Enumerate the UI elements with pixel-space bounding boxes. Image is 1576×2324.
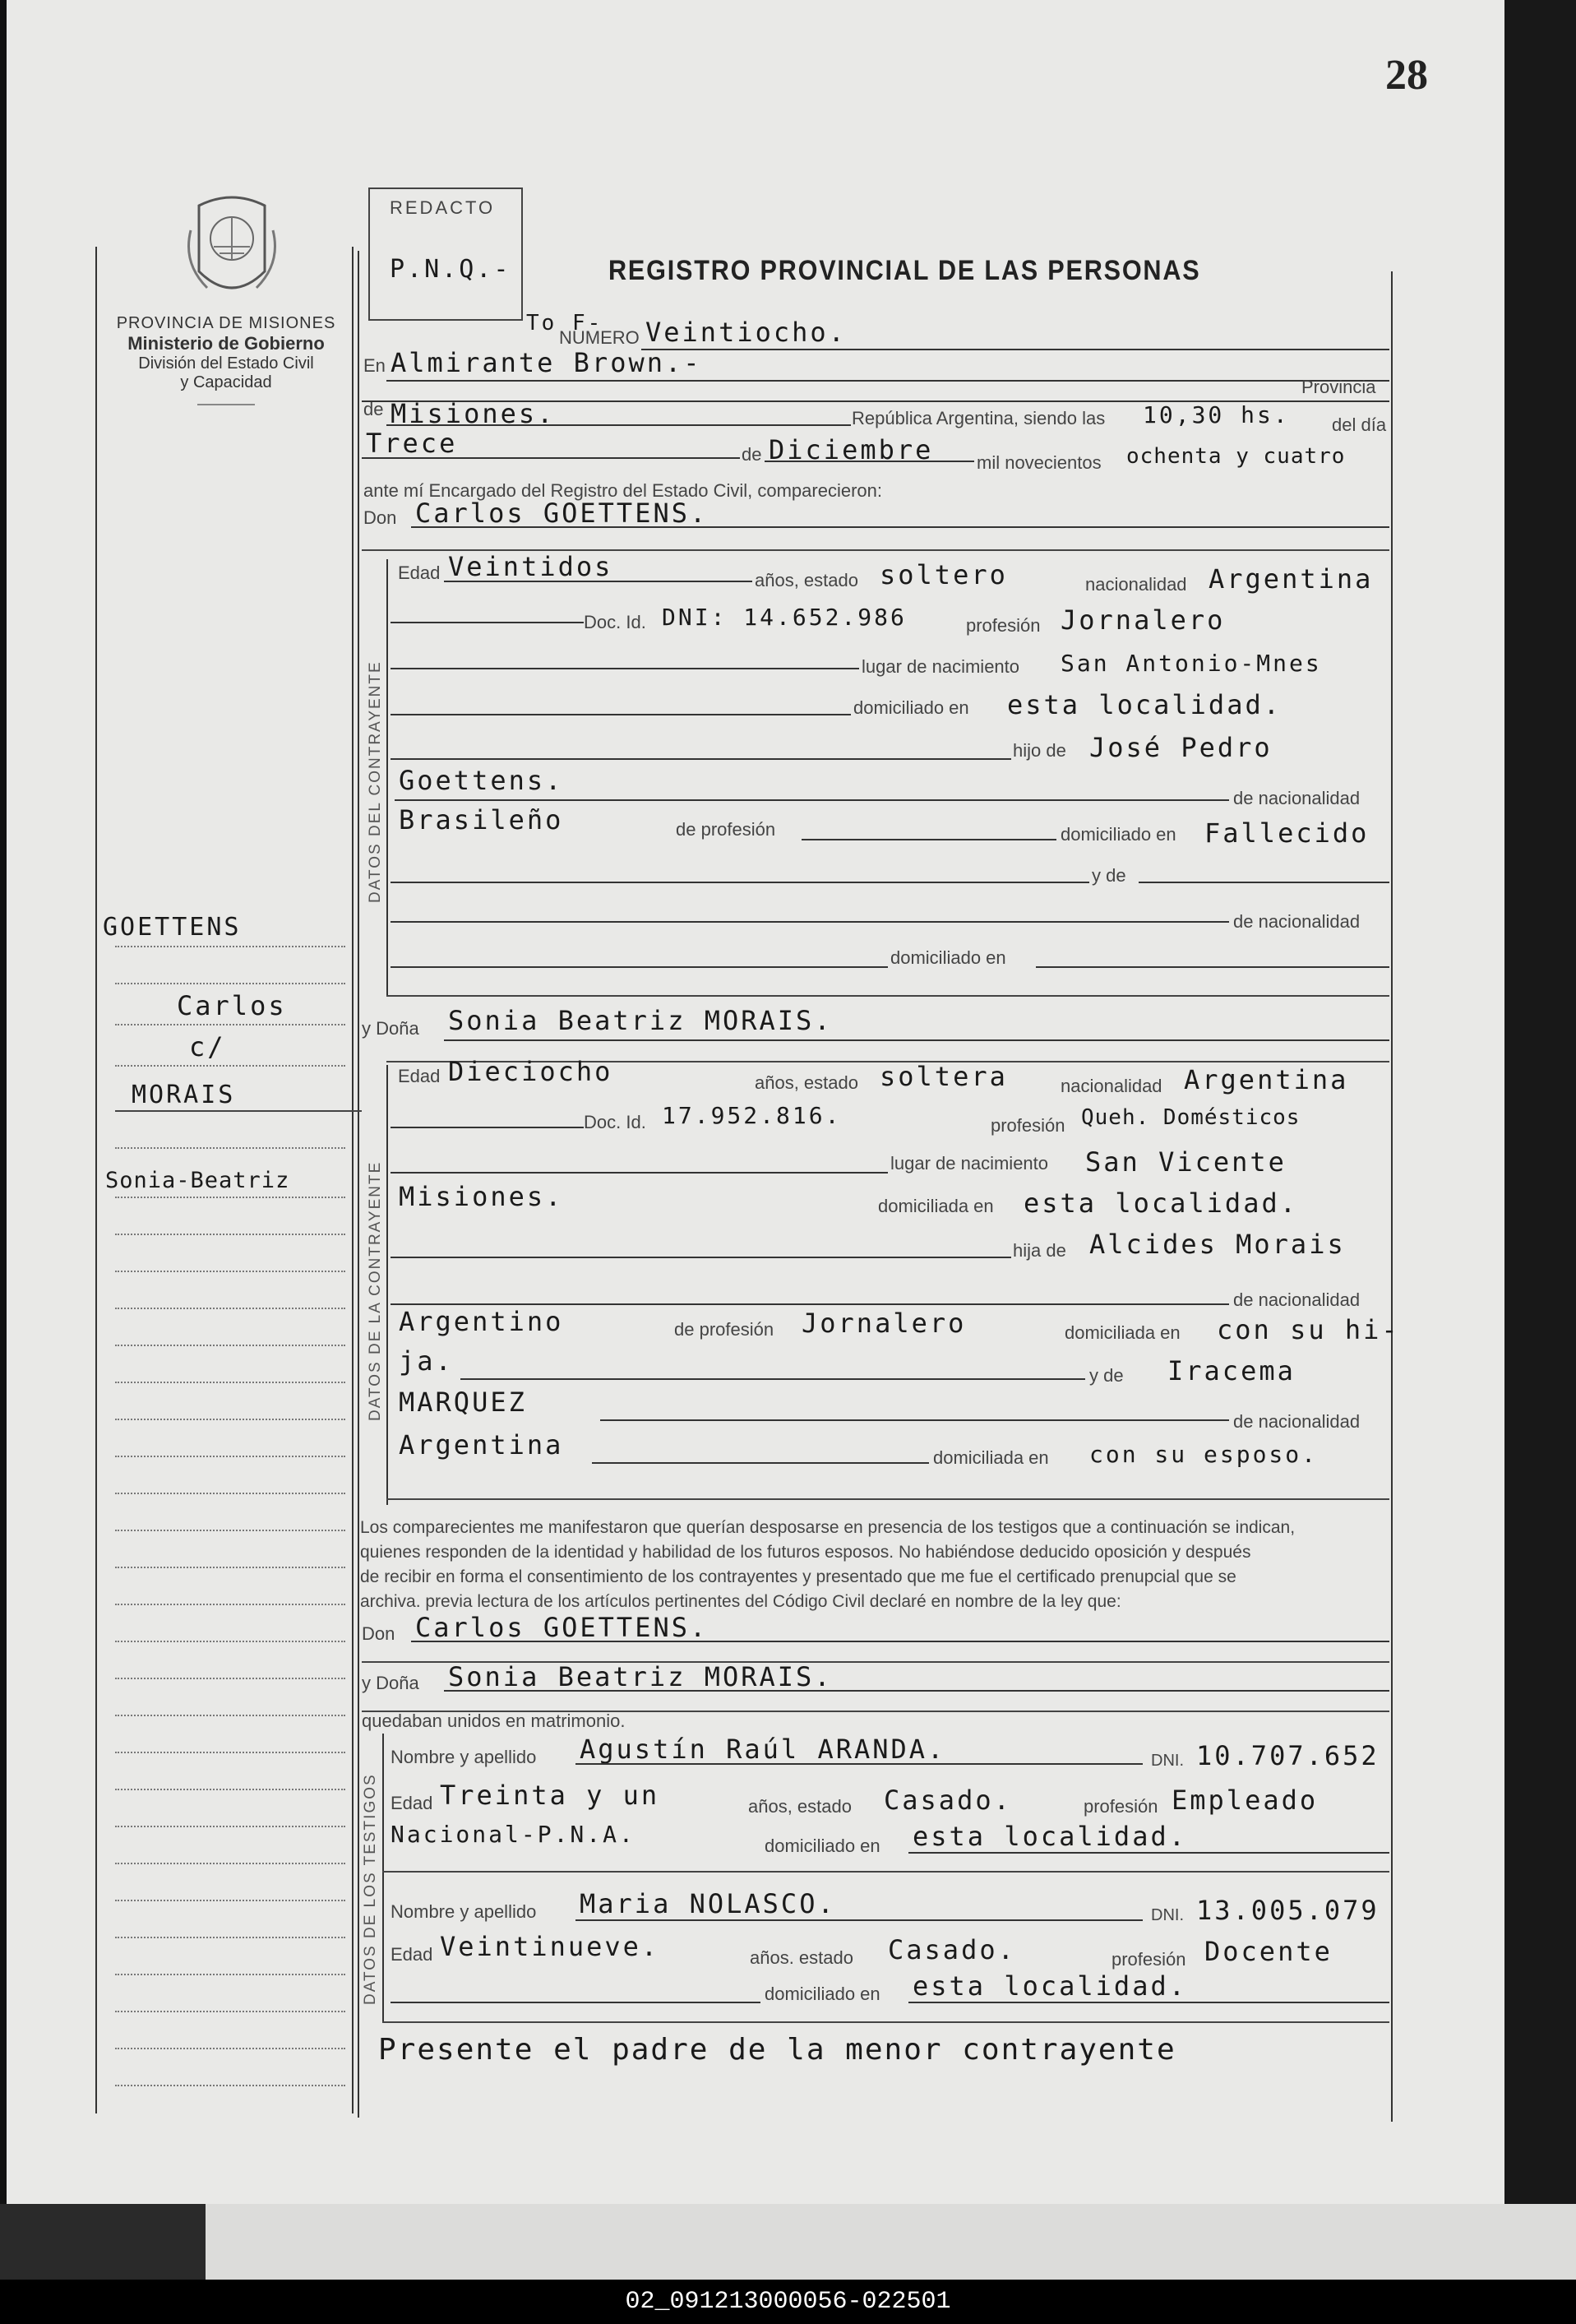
image-caption: 02_091213000056-022501 [0, 2280, 1576, 2324]
t2-dni-label: DNI. [1151, 1906, 1184, 1924]
t1-dni-value: 10.707.652 [1196, 1740, 1380, 1771]
provincial-seal-icon [183, 189, 281, 304]
t1-dom-value: esta localidad. [913, 1821, 1187, 1852]
c2-yde-label: y de [1089, 1365, 1124, 1386]
c2-prof-value: Queh. Domésticos [1081, 1105, 1301, 1130]
c2-lugar-value: San Vicente [1085, 1146, 1287, 1178]
c1-estado-value: soltero [880, 559, 1008, 590]
c2-nac-label: nacionalidad [1061, 1076, 1162, 1096]
c2-dom-label: domiciliada en [878, 1196, 994, 1216]
c2-madre-dom-label: domiciliada en [933, 1447, 1049, 1468]
book-spine [1504, 0, 1576, 2204]
c1-yde-label: y de [1092, 865, 1126, 886]
c2-doc-label: Doc. Id. [584, 1112, 646, 1132]
t2-edad-label: Edad [391, 1944, 433, 1965]
c1-lugar-label: lugar de nacimiento [862, 656, 1020, 677]
c1-edad-label: Edad [398, 562, 441, 583]
paragraph-line-1: Los comparecientes me manifestaron que querían desposarse en presencia de los testigos que a continuación se indican, [360, 1518, 1296, 1537]
c1-edad-value: Veintidos [448, 551, 613, 582]
paragraph-line-4: archiva. previa lectura de los artículos pertinentes del Código Civil declaré en nombre de la ley que: [360, 1592, 1121, 1611]
t2-dom-value: esta localidad. [913, 1970, 1187, 2002]
don-value: Carlos GOETTENS. [415, 498, 709, 529]
testigos-side-label: DATOS DE LOS TESTIGOS [362, 1773, 379, 2005]
t1-prof-value: Empleado [1172, 1785, 1319, 1816]
redacto-stamp [368, 187, 523, 321]
c2-dom-value: esta localidad. [1024, 1187, 1298, 1219]
nota-value: Presente el padre de la menor contrayente [378, 2033, 1176, 2067]
t2-nombre-label: Nombre y apellido [391, 1901, 537, 1922]
numero-label: NUMERO [559, 327, 640, 348]
t1-prof-label: profesión [1084, 1796, 1158, 1817]
margin-con: c/ [189, 1031, 226, 1062]
c2-hija-label: hija de [1013, 1240, 1066, 1261]
c1-deprof-label: de profesión [676, 819, 776, 840]
t2-dni-value: 13.005.079 [1196, 1895, 1380, 1926]
c1-padre-dom-value: Fallecido [1204, 817, 1370, 849]
margin-right-line [352, 247, 354, 2113]
c2-nac2-label: de nacionalidad [1233, 1289, 1361, 1310]
c2-hija-value: Alcides Morais [1089, 1229, 1346, 1260]
c2-edad-label: Edad [398, 1066, 441, 1086]
c2-padre-nac-value: Argentino [399, 1306, 564, 1337]
t2-nombre-value: Maria NOLASCO. [580, 1888, 836, 1919]
page-edge [206, 2204, 1576, 2286]
t2-anos-label: años. estado [750, 1947, 853, 1968]
c1-dom-label: domiciliado en [853, 697, 969, 718]
c1-prof-label: profesión [966, 615, 1041, 636]
t1-edad-label: Edad [391, 1793, 433, 1813]
republica-label: República Argentina, siendo las [852, 408, 1106, 428]
dona2-value: Sonia Beatriz MORAIS. [448, 1661, 833, 1692]
numero-prefix: To F- [526, 311, 603, 336]
paragraph-line-2: quienes responden de la identidad y habilidad de los futuros esposos. No habiéndose deducido oposición y después [360, 1543, 1251, 1562]
t2-dom-label: domiciliado en [765, 1984, 880, 2004]
stamp-label: REDACTO [390, 197, 496, 218]
c1-padre-nac-value: Brasileño [399, 804, 564, 836]
c1-lugar-value: San Antonio-Mnes [1061, 650, 1322, 677]
header-division: División del Estado Civil [138, 354, 314, 373]
margin-nombre1: Carlos [177, 990, 287, 1021]
c1-hijo-label: hijo de [1013, 740, 1066, 761]
t1-anos-label: años, estado [748, 1796, 852, 1817]
t1-estado-value: Casado. [884, 1785, 1012, 1816]
c1-padre-nac-label: de nacionalidad [1233, 788, 1361, 808]
mes-value: Diciembre [769, 434, 934, 465]
t1-prof-value2: Nacional-P.N.A. [391, 1821, 635, 1848]
de-value: Misiones. [391, 398, 556, 429]
margin-left-line [95, 247, 97, 2113]
provincia-label: Provincia [1301, 377, 1376, 397]
t1-dni-label: DNI. [1151, 1752, 1184, 1770]
frame-right-line [1391, 271, 1393, 2122]
numero-value: Veintiocho. [645, 317, 847, 348]
c1-nac-value: Argentina [1209, 563, 1374, 595]
c1-padre-dom-label: domiciliado en [1061, 824, 1176, 845]
mil-label: mil novecientos [977, 452, 1102, 473]
ante-text: ante mí Encargado del Registro del Estado Civil, comparecieron: [363, 480, 882, 501]
t1-nombre-value: Agustín Raúl ARANDA. [580, 1734, 946, 1765]
c2-lugar-label: lugar de nacimiento [890, 1153, 1049, 1174]
c2-deprof-label: de profesión [674, 1319, 774, 1340]
c1-madre-nac-label: de nacionalidad [1233, 911, 1361, 932]
c2-padre-prof-value: Jornalero [802, 1308, 967, 1339]
stamp-initials: P.N.Q.- [390, 255, 511, 284]
c2-doc-value: 17.952.816. [662, 1102, 842, 1129]
don-label: Don [363, 507, 397, 528]
c1-doc-value: DNI: 14.652.986 [662, 604, 907, 631]
c2-madre-apellido: MARQUEZ [399, 1387, 527, 1418]
t1-dom-label: domiciliado en [765, 1836, 880, 1856]
page-number: 28 [1385, 52, 1428, 99]
c2-padre-dom-value: con su hi- [1217, 1314, 1400, 1345]
anio-value: ochenta y cuatro [1126, 444, 1346, 469]
fecha-de-label: de [742, 444, 762, 465]
don2-value: Carlos GOETTENS. [415, 1612, 709, 1643]
c2-lugar-value2: Misiones. [399, 1181, 564, 1212]
header-capacity: y Capacidad [180, 373, 272, 391]
c2-anos-label: años, estado [755, 1072, 858, 1093]
c2-madre-nac-label: de nacionalidad [1233, 1411, 1361, 1432]
t2-prof-value: Docente [1204, 1936, 1333, 1967]
en-value: Almirante Brown.- [391, 347, 702, 378]
frame-left-line [358, 251, 359, 2118]
dona-value: Sonia Beatriz MORAIS. [448, 1005, 833, 1036]
t1-nombre-label: Nombre y apellido [391, 1747, 537, 1767]
margin-apellido1: GOETTENS [103, 913, 242, 942]
c2-padre-dom-value2: ja. [399, 1345, 454, 1377]
left-header [99, 314, 354, 405]
t2-edad-value: Veintinueve. [440, 1931, 660, 1962]
c1-anos-label: años, estado [755, 570, 858, 590]
margin-apellido2: MORAIS [132, 1081, 236, 1109]
c1-nac-label: nacionalidad [1085, 574, 1187, 595]
c2-nac-value: Argentina [1184, 1064, 1349, 1095]
don2-label: Don [362, 1623, 395, 1644]
c2-madre-value: Iracema [1167, 1355, 1296, 1387]
t2-estado-value: Casado. [888, 1934, 1016, 1965]
c1-dom-value: esta localidad. [1007, 689, 1282, 720]
de-label: de [363, 399, 384, 419]
c1-madre-dom-label: domiciliado en [890, 947, 1006, 968]
t2-prof-label: profesión [1112, 1949, 1186, 1970]
margin-nombre2: Sonia-Beatriz [105, 1168, 290, 1193]
c2-madre-nac-value: Argentina [399, 1429, 564, 1461]
contrayente-side-label: DATOS DEL CONTRAYENTE [367, 660, 384, 903]
dona2-label: y Doña [362, 1673, 419, 1693]
c1-doc-label: Doc. Id. [584, 612, 646, 632]
en-label: En [363, 355, 386, 376]
dia-label: del día [1332, 414, 1387, 435]
t1-edad-value: Treinta y un [440, 1780, 660, 1811]
c2-padre-dom-label: domiciliada en [1065, 1322, 1181, 1343]
c1-hijo-value: José Pedro [1089, 732, 1273, 763]
c2-prof-label: profesión [991, 1115, 1065, 1136]
dia-value: Trece [366, 428, 458, 459]
unidos-text: quedaban unidos en matrimonio. [362, 1711, 626, 1731]
dona-label: y Doña [362, 1018, 419, 1039]
c2-edad-value: Dieciocho [448, 1056, 613, 1087]
header-province: PROVINCIA DE MISIONES [116, 314, 336, 332]
contrayenta-side-label: DATOS DE LA CONTRAYENTE [367, 1160, 384, 1421]
c2-estado-value: soltera [880, 1061, 1008, 1092]
document-title: REGISTRO PROVINCIAL DE LAS PERSONAS [608, 255, 1201, 286]
c1-prof-value: Jornalero [1061, 604, 1226, 636]
header-ministry: Ministerio de Gobierno [127, 333, 325, 354]
c2-madre-dom-value: con su esposo. [1089, 1441, 1319, 1468]
hora-value: 10,30 hs. [1143, 401, 1290, 428]
c1-padre-apellido: Goettens. [399, 765, 564, 796]
paragraph-line-3: de recibir en forma el consentimiento de los contrayentes y presentado que me fue el certificado prenupcial que se [360, 1567, 1236, 1586]
